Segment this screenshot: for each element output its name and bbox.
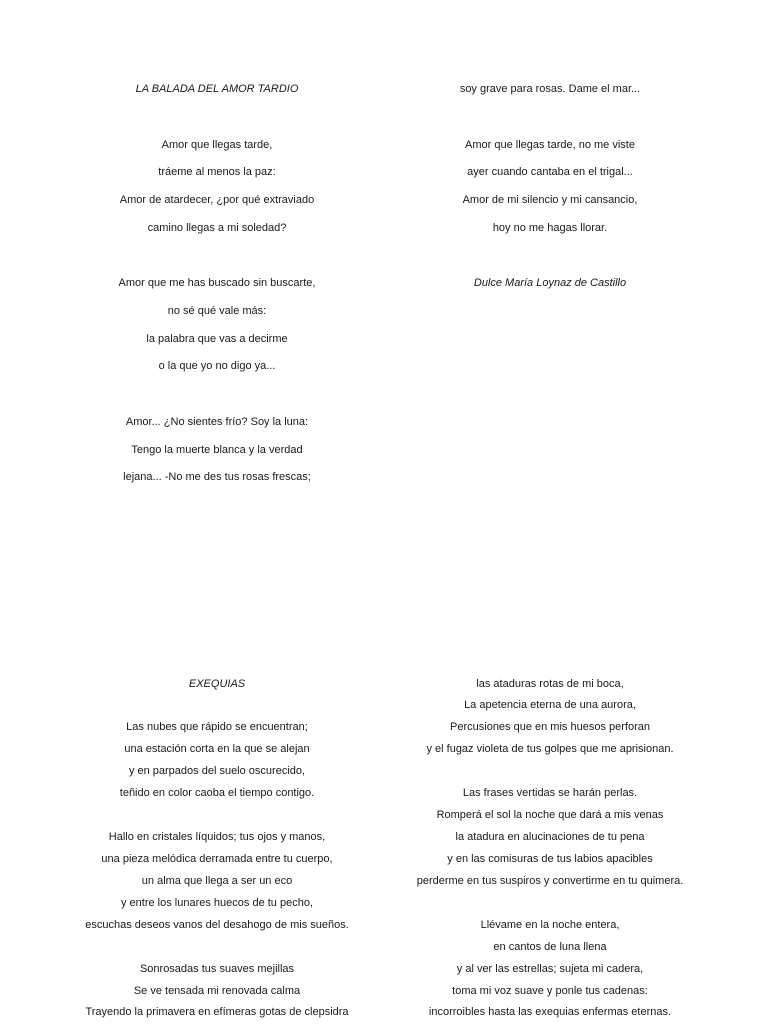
poem-line: La apetencia eterna de una aurora, bbox=[464, 699, 636, 711]
poem-line: en cantos de luna llena bbox=[493, 941, 607, 953]
poem-line: lejana... -No me des tus rosas frescas; bbox=[123, 471, 311, 483]
poem-line: Amor que llegas tarde, bbox=[161, 139, 273, 151]
poem2-title: EXEQUIAS bbox=[188, 678, 246, 690]
poem-line: teñido en color caoba el tiempo contigo. bbox=[119, 787, 315, 799]
poem-line: Llévame en la noche entera, bbox=[480, 919, 620, 931]
poem-line: la palabra que vas a decirme bbox=[146, 333, 288, 345]
poem-line: Se ve tensada mi renovada calma bbox=[133, 985, 301, 997]
poem-line: la atadura en alucinaciones de tu pena bbox=[455, 831, 645, 843]
poem-line: las ataduras rotas de mi boca, bbox=[476, 678, 624, 690]
poem-line: toma mi voz suave y ponle tus cadenas: bbox=[452, 985, 648, 997]
poem-line: tráeme al menos la paz: bbox=[158, 166, 276, 178]
poem-line: Tengo la muerte blanca y la verdad bbox=[131, 444, 303, 456]
poem-line: Amor que llegas tarde, no me viste bbox=[465, 139, 635, 151]
poem-line: un alma que llega a ser un eco bbox=[141, 875, 293, 887]
poem1-title: LA BALADA DEL AMOR TARDIO bbox=[135, 83, 299, 95]
poem-line: y entre los lunares huecos de tu pecho, bbox=[120, 897, 313, 909]
poem-line: y en parpados del suelo oscurecido, bbox=[128, 765, 306, 777]
poem-line: Hallo en cristales líquidos; tus ojos y manos, bbox=[108, 831, 326, 843]
poem-line: o la que yo no digo ya... bbox=[158, 360, 276, 372]
poem-line: incorroibles hasta las exequias enfermas eternas. bbox=[428, 1006, 672, 1018]
poem-line: camino llegas a mi soledad? bbox=[147, 222, 287, 234]
poem-line: Amor de atardecer, ¿por qué extraviado bbox=[119, 194, 315, 206]
poem-line: Amor... ¿No sientes frío? Soy la luna: bbox=[125, 416, 309, 428]
poem-line: Percusiones que en mis huesos perforan bbox=[450, 721, 650, 733]
poem-line: Romperá el sol la noche que dará a mis venas bbox=[436, 809, 664, 821]
poem-line: no sé qué vale más: bbox=[167, 305, 267, 317]
poem-line: y en las comisuras de tus labios apacibles bbox=[447, 853, 653, 865]
poem-line: Las frases vertidas se harán perlas. bbox=[462, 787, 638, 799]
poem-line: hoy no me hagas llorar. bbox=[492, 222, 608, 234]
poem-line: perderme en tus suspiros y convertirme en tu quimera. bbox=[416, 875, 684, 887]
poem-line: y al ver las estrellas; sujeta mi cadera, bbox=[456, 963, 644, 975]
poem-line: una pieza melódica derramada entre tu cuerpo, bbox=[101, 853, 333, 865]
poem1-author: Dulce María Loynaz de Castillo bbox=[473, 277, 627, 289]
poem-line: Las nubes que rápido se encuentran; bbox=[126, 721, 308, 733]
poem-line: escuchas deseos vanos del desahogo de mis sueños. bbox=[85, 919, 349, 931]
poem-line: Amor de mi silencio y mi cansancio, bbox=[462, 194, 638, 206]
poem-line: Trayendo la primavera en efímeras gotas de clepsidra bbox=[85, 1006, 349, 1018]
poem-line: Sonrosadas tus suaves mejillas bbox=[139, 963, 295, 975]
poem-line: y el fugaz violeta de tus golpes que me aprisionan. bbox=[426, 743, 674, 755]
poem-line: soy grave para rosas. Dame el mar... bbox=[459, 83, 641, 95]
poem-line: Amor que me has buscado sin buscarte, bbox=[118, 277, 316, 289]
poem-line: ayer cuando cantaba en el trigal... bbox=[467, 166, 633, 178]
poem-line: una estación corta en la que se alejan bbox=[124, 743, 310, 755]
